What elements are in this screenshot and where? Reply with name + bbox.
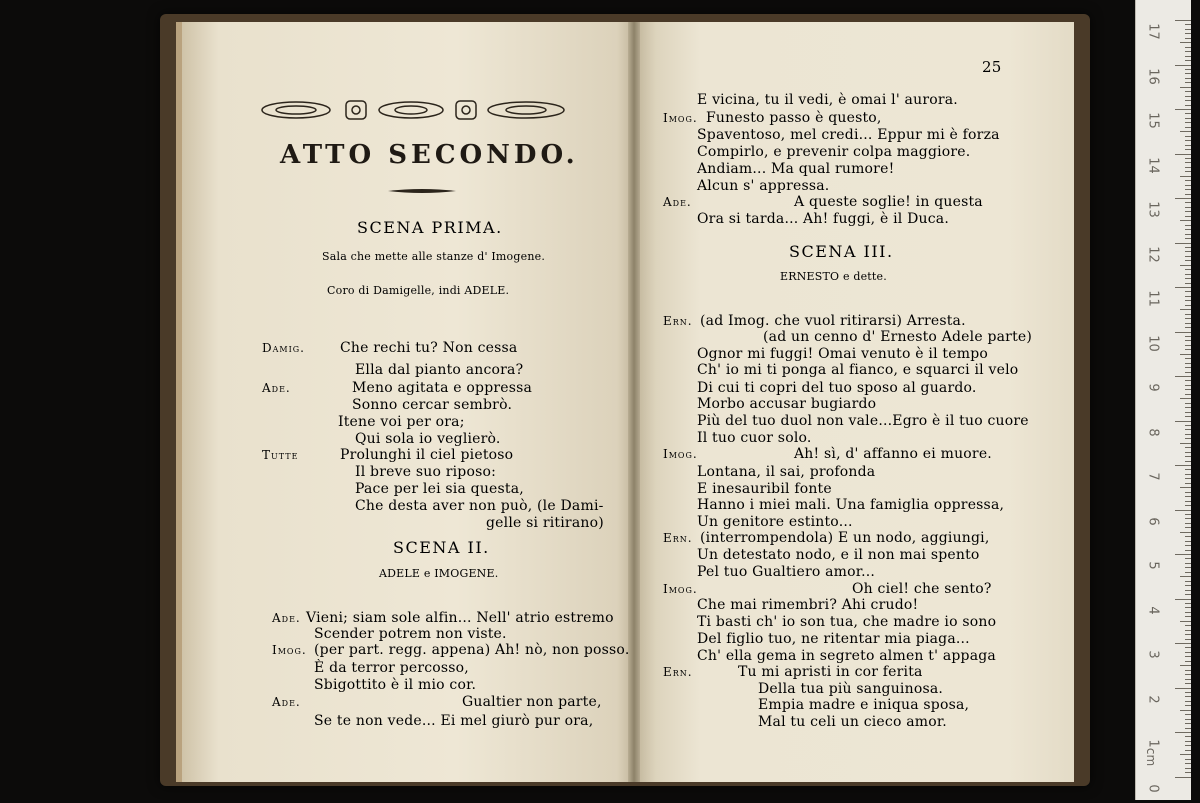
ruler-tick	[1185, 189, 1191, 190]
ruler-tick	[1185, 69, 1191, 70]
measurement-ruler	[1135, 0, 1191, 800]
ruler-tick	[1185, 145, 1191, 146]
ruler-number: 10	[1145, 334, 1161, 352]
verse-line: Ti basti ch' io son tua, che madre io sono	[697, 614, 997, 630]
verse-line: Andiam... Ma qual rumore!	[697, 161, 895, 177]
ruler-tick	[1185, 349, 1191, 350]
verse-line: E inesauribil fonte	[697, 481, 832, 497]
verse-line: gelle si ritirano)	[486, 515, 604, 531]
ruler-tick	[1185, 469, 1191, 470]
ruler-tick	[1185, 283, 1191, 284]
ruler-tick	[1185, 563, 1191, 564]
verse-line: Un genitore estinto...	[697, 514, 853, 530]
ruler-tick	[1185, 416, 1191, 417]
verse-line: Ognor mi fuggi! Omai venuto è il tempo	[697, 346, 988, 362]
ruler-tick	[1185, 194, 1191, 195]
ruler-tick	[1185, 29, 1191, 30]
verse-line: Che mai rimembri? Ahi crudo!	[697, 597, 919, 613]
verse-line: Lontana, il sai, profonda	[697, 464, 876, 480]
verse-line: (interrompendola) E un nodo, aggiungi,	[700, 530, 990, 546]
ruler-tick	[1185, 692, 1191, 693]
verse-line: Funesto passo è questo,	[706, 110, 882, 126]
ruler-tick	[1175, 421, 1191, 422]
ruler-tick	[1185, 768, 1191, 769]
verse-line: Spaventoso, mel credi... Eppur mi è forza	[697, 127, 1000, 143]
ruler-tick	[1185, 647, 1191, 648]
ruler-tick	[1185, 363, 1191, 364]
book-gutter	[628, 22, 640, 782]
verse-line: Pel tuo Gualtiero amor...	[697, 564, 876, 580]
ruler-tick	[1185, 550, 1191, 551]
speaker-name: Ern.	[663, 314, 693, 328]
ruler-tick	[1185, 358, 1191, 359]
speaker-name: Ade.	[663, 195, 692, 209]
ruler-tick	[1185, 60, 1191, 61]
ruler-tick	[1185, 719, 1191, 720]
scene-heading-1: SCENA PRIMA.	[357, 218, 503, 237]
verse-line: Sbigottito è il mio cor.	[314, 677, 477, 693]
ruler-tick	[1185, 216, 1191, 217]
ruler-tick	[1185, 394, 1191, 395]
ruler-tick	[1175, 688, 1191, 689]
scene-cast-2: ADELE e IMOGENE.	[379, 567, 499, 580]
verse-line: Morbo accusar bugiardo	[697, 396, 877, 412]
speaker-name: Ern.	[663, 665, 693, 679]
ruler-tick	[1185, 541, 1191, 542]
ruler-tick	[1175, 732, 1191, 733]
ruler-tick	[1185, 180, 1191, 181]
ruler-tick	[1175, 465, 1191, 466]
verse-line: Il breve suo riposo:	[355, 464, 497, 480]
ruler-tick	[1185, 728, 1191, 729]
ruler-tick	[1185, 434, 1191, 435]
verse-line: Meno agitata e oppressa	[352, 380, 533, 396]
ruler-tick	[1185, 403, 1191, 404]
ruler-tick	[1185, 461, 1191, 462]
ruler-tick	[1185, 661, 1191, 662]
ruler-tick	[1185, 345, 1191, 346]
act-title: ATTO SECONDO.	[280, 140, 579, 170]
verse-line: Tu mi apristi in cor ferita	[738, 664, 923, 680]
verse-line: Empia madre e iniqua sposa,	[758, 697, 970, 713]
scene-cast-1: Coro di Damigelle, indi ADELE.	[327, 284, 510, 297]
ruler-tick	[1185, 612, 1191, 613]
verse-line: Vieni; siam sole alfin... Nell' atrio estremo	[306, 610, 614, 626]
ruler-tick	[1175, 510, 1191, 511]
ruler-tick	[1185, 140, 1191, 141]
ruler-number: 6	[1145, 516, 1161, 526]
ruler-tick	[1175, 332, 1191, 333]
ruler-number: 13	[1145, 201, 1161, 218]
ruler-tick	[1180, 710, 1191, 711]
ruler-number: 17	[1145, 23, 1161, 40]
ruler-tick	[1185, 380, 1191, 381]
ruler-tick	[1185, 162, 1191, 163]
ruler-tick	[1185, 652, 1191, 653]
ruler-tick	[1185, 100, 1191, 101]
ruler-tick	[1185, 590, 1191, 591]
verse-line: Ora si tarda... Ah! fuggi, è il Duca.	[697, 211, 949, 227]
ruler-tick	[1185, 105, 1191, 106]
ruler-tick	[1185, 594, 1191, 595]
ruler-tick	[1180, 487, 1191, 488]
ruler-tick	[1175, 65, 1191, 66]
ruler-tick	[1180, 87, 1191, 88]
ruler-tick	[1185, 452, 1191, 453]
verse-line: E vicina, tu il vedi, è omai l' aurora.	[697, 92, 958, 108]
ruler-tick	[1185, 82, 1191, 83]
scene-heading-2: SCENA II.	[393, 538, 490, 557]
ruler-tick	[1185, 741, 1191, 742]
verse-line: (per part. regg. appena) Ah! nò, non posso.	[314, 642, 630, 658]
ruler-tick	[1185, 674, 1191, 675]
ruler-tick	[1185, 518, 1191, 519]
verse-line: Mal tu celi un cieco amor.	[758, 714, 947, 730]
ruler-tick	[1175, 198, 1191, 199]
verse-line: Del figlio tuo, ne ritentar mia piaga...	[697, 631, 970, 647]
ruler-tick	[1185, 389, 1191, 390]
speaker-name: Ade.	[272, 611, 301, 625]
ruler-number: 1	[1145, 739, 1161, 748]
ruler-tick	[1185, 696, 1191, 697]
ruler-tick	[1180, 398, 1191, 399]
ruler-tick	[1185, 505, 1191, 506]
ruler-tick	[1180, 621, 1191, 622]
ruler-tick	[1185, 639, 1191, 640]
ruler-tick	[1180, 220, 1191, 221]
ruler-tick	[1185, 47, 1191, 48]
verse-line: Alcun s' appressa.	[697, 178, 830, 194]
ruler-tick	[1185, 750, 1191, 751]
verse-line: Oh ciel! che sento?	[852, 581, 992, 597]
verse-line: Ah! sì, d' affanno ei muore.	[794, 446, 992, 462]
ruler-number: 14	[1145, 156, 1161, 174]
speaker-name: Ern.	[663, 531, 693, 545]
ruler-tick	[1180, 665, 1191, 666]
ruler-tick	[1185, 225, 1191, 226]
ruler-tick	[1185, 407, 1191, 408]
ruler-tick	[1185, 723, 1191, 724]
ruler-tick	[1185, 207, 1191, 208]
ruler-tick	[1185, 630, 1191, 631]
ruler-tick	[1185, 234, 1191, 235]
ruler-tick	[1185, 736, 1191, 737]
speaker-name: Tutte	[262, 448, 299, 462]
speaker-name: Imog.	[663, 447, 698, 461]
ruler-tick	[1180, 309, 1191, 310]
verse-line: (ad un cenno d' Ernesto Adele parte)	[763, 329, 1033, 345]
ruler-tick	[1185, 149, 1191, 150]
ruler-tick	[1185, 572, 1191, 573]
ruler-tick	[1185, 527, 1191, 528]
verse-line: Ch' io mi ti ponga al fianco, e squarci il velo	[697, 362, 1019, 378]
ruler-tick	[1185, 96, 1191, 97]
ruler-tick	[1185, 300, 1191, 301]
verse-line: È da terror percosso,	[314, 660, 469, 676]
ruler-tick	[1185, 536, 1191, 537]
speaker-name: Imog.	[272, 643, 307, 657]
ruler-number: 0	[1145, 783, 1161, 793]
verse-line: Itene voi per ora;	[338, 414, 465, 430]
verse-line: Ella dal pianto ancora?	[355, 362, 524, 378]
ruler-tick	[1185, 247, 1191, 248]
ruler-tick	[1175, 109, 1191, 110]
ruler-tick	[1185, 269, 1191, 270]
speaker-name: Ade.	[272, 695, 301, 709]
ruler-tick	[1185, 185, 1191, 186]
verse-line: (ad Imog. che vuol ritirarsi) Arresta.	[700, 313, 966, 329]
ruler-tick	[1180, 354, 1191, 355]
ruler-tick	[1175, 376, 1191, 377]
ruler-tick	[1175, 554, 1191, 555]
ruler-tick	[1185, 772, 1191, 773]
ruler-number: 16	[1145, 67, 1161, 85]
speaker-name: Imog.	[663, 111, 698, 125]
verse-line: Più del tuo duol non vale...Egro è il tuo cuore	[697, 413, 1029, 429]
ruler-tick	[1185, 412, 1191, 413]
ruler-tick	[1185, 238, 1191, 239]
decorative-ornament	[256, 98, 581, 122]
ruler-tick	[1185, 429, 1191, 430]
ruler-tick	[1185, 438, 1191, 439]
ruler-tick	[1180, 265, 1191, 266]
ruler-tick	[1175, 777, 1191, 778]
ruler-tick	[1180, 176, 1191, 177]
speaker-name: Ade.	[262, 381, 291, 395]
ruler-tick	[1185, 456, 1191, 457]
ruler-tick	[1185, 385, 1191, 386]
ruler-tick	[1185, 496, 1191, 497]
page-number: 25	[982, 58, 1002, 76]
ruler-tick	[1185, 670, 1191, 671]
ruler-tick	[1180, 754, 1191, 755]
ruler-tick	[1185, 260, 1191, 261]
ruler-tick	[1185, 474, 1191, 475]
ruler-tick	[1185, 318, 1191, 319]
ruler-tick	[1185, 523, 1191, 524]
ruler-tick	[1180, 42, 1191, 43]
ruler-tick	[1185, 501, 1191, 502]
ruler-tick	[1185, 127, 1191, 128]
ruler-tick	[1185, 607, 1191, 608]
verse-line: Compirlo, e prevenir colpa maggiore.	[697, 144, 971, 160]
ruler-tick	[1185, 167, 1191, 168]
ruler-tick	[1175, 243, 1191, 244]
verse-line: Un detestato nodo, e il non mai spento	[697, 547, 980, 563]
ruler-tick	[1185, 763, 1191, 764]
ruler-tick	[1185, 492, 1191, 493]
ruler-unit-label: cm	[1144, 747, 1159, 767]
verse-line: Pace per lei sia questa,	[355, 481, 524, 497]
ruler-tick	[1185, 701, 1191, 702]
ruler-tick	[1185, 478, 1191, 479]
ruler-number: 9	[1145, 383, 1161, 392]
verse-line: Che rechi tu? Non cessa	[340, 340, 518, 356]
verse-line: Gualtier non parte,	[462, 694, 602, 710]
scene-description-1: Sala che mette alle stanze d' Imogene.	[322, 250, 546, 263]
ruler-tick	[1185, 514, 1191, 515]
verse-line: Qui sola io veglierò.	[355, 431, 501, 447]
ruler-tick	[1185, 305, 1191, 306]
ruler-number: 7	[1145, 472, 1161, 481]
ruler-tick	[1185, 425, 1191, 426]
ruler-tick	[1185, 113, 1191, 114]
ruler-number: 11	[1145, 290, 1161, 307]
verse-line: Scender potrem non viste.	[314, 626, 507, 642]
ruler-tick	[1185, 323, 1191, 324]
ruler-tick	[1185, 278, 1191, 279]
ruler-tick	[1185, 625, 1191, 626]
ruler-number: 4	[1145, 605, 1161, 615]
ruler-tick	[1185, 603, 1191, 604]
ruler-tick	[1185, 683, 1191, 684]
ruler-tick	[1185, 211, 1191, 212]
ruler-tick	[1180, 131, 1191, 132]
ruler-tick	[1185, 314, 1191, 315]
ruler-tick	[1180, 576, 1191, 577]
ruler-tick	[1185, 56, 1191, 57]
ruler-tick	[1185, 251, 1191, 252]
ruler-tick	[1175, 287, 1191, 288]
verse-line: Che desta aver non può, (le Dami-	[355, 498, 604, 514]
ruler-tick	[1185, 256, 1191, 257]
verse-line: Della tua più sanguinosa.	[758, 681, 944, 697]
ruler-number: 2	[1145, 694, 1161, 704]
verse-line: A queste soglie! in questa	[794, 194, 983, 210]
verse-line: Se te non vede... Ei mel giurò pur ora,	[314, 713, 594, 729]
ruler-tick	[1185, 122, 1191, 123]
ruler-tick	[1185, 567, 1191, 568]
verse-line: Il tuo cuor solo.	[697, 430, 812, 446]
ruler-tick	[1175, 20, 1191, 21]
ruler-tick	[1185, 585, 1191, 586]
verse-line: Hanno i miei mali. Una famiglia oppressa,	[697, 497, 1005, 513]
ruler-tick	[1180, 443, 1191, 444]
ruler-tick	[1185, 634, 1191, 635]
ruler-tick	[1185, 38, 1191, 39]
speaker-name: Imog.	[663, 582, 698, 596]
ruler-tick	[1185, 372, 1191, 373]
ruler-tick	[1185, 78, 1191, 79]
verse-line: Ch' ella gema in segreto almen t' appaga	[697, 648, 996, 664]
ruler-tick	[1185, 51, 1191, 52]
ruler-tick	[1185, 759, 1191, 760]
ruler-tick	[1185, 91, 1191, 92]
ruler-tick	[1185, 656, 1191, 657]
scene-cast-3: ERNESTO e dette.	[780, 270, 887, 283]
ruler-tick	[1185, 558, 1191, 559]
ruler-tick	[1175, 599, 1191, 600]
ruler-tick	[1185, 447, 1191, 448]
ruler-tick	[1175, 643, 1191, 644]
ruler-tick	[1180, 532, 1191, 533]
ruler-number: 15	[1145, 112, 1161, 129]
verse-line: Prolunghi il ciel pietoso	[340, 447, 514, 463]
ruler-tick	[1185, 291, 1191, 292]
ruler-number: 5	[1145, 561, 1161, 570]
ruler-tick	[1185, 229, 1191, 230]
scene-heading-3: SCENA III.	[789, 242, 894, 261]
ruler-tick	[1185, 24, 1191, 25]
ruler-number: 12	[1145, 245, 1161, 263]
ruler-tick	[1185, 367, 1191, 368]
ruler-tick	[1185, 118, 1191, 119]
ruler-tick	[1185, 171, 1191, 172]
ruler-tick	[1185, 616, 1191, 617]
ruler-number: 3	[1145, 650, 1161, 659]
ruler-tick	[1185, 136, 1191, 137]
ruler-tick	[1185, 33, 1191, 34]
ruler-tick	[1175, 154, 1191, 155]
verse-line: Sonno cercar sembrò.	[352, 397, 513, 413]
ruler-tick	[1185, 714, 1191, 715]
ruler-tick	[1185, 581, 1191, 582]
ruler-tick	[1185, 327, 1191, 328]
verse-line: Di cui ti copri del tuo sposo al guardo.	[697, 380, 977, 396]
ruler-tick	[1185, 296, 1191, 297]
ruler-tick	[1185, 340, 1191, 341]
title-rule	[388, 188, 456, 194]
ruler-tick	[1185, 158, 1191, 159]
ruler-tick	[1185, 73, 1191, 74]
speaker-name: Damig.	[262, 341, 305, 355]
ruler-tick	[1185, 545, 1191, 546]
ruler-tick	[1185, 679, 1191, 680]
ruler-tick	[1185, 745, 1191, 746]
ruler-tick	[1185, 483, 1191, 484]
ruler-number: 8	[1145, 427, 1161, 437]
ruler-tick	[1185, 336, 1191, 337]
ruler-tick	[1185, 202, 1191, 203]
ruler-tick	[1185, 274, 1191, 275]
ruler-tick	[1185, 705, 1191, 706]
